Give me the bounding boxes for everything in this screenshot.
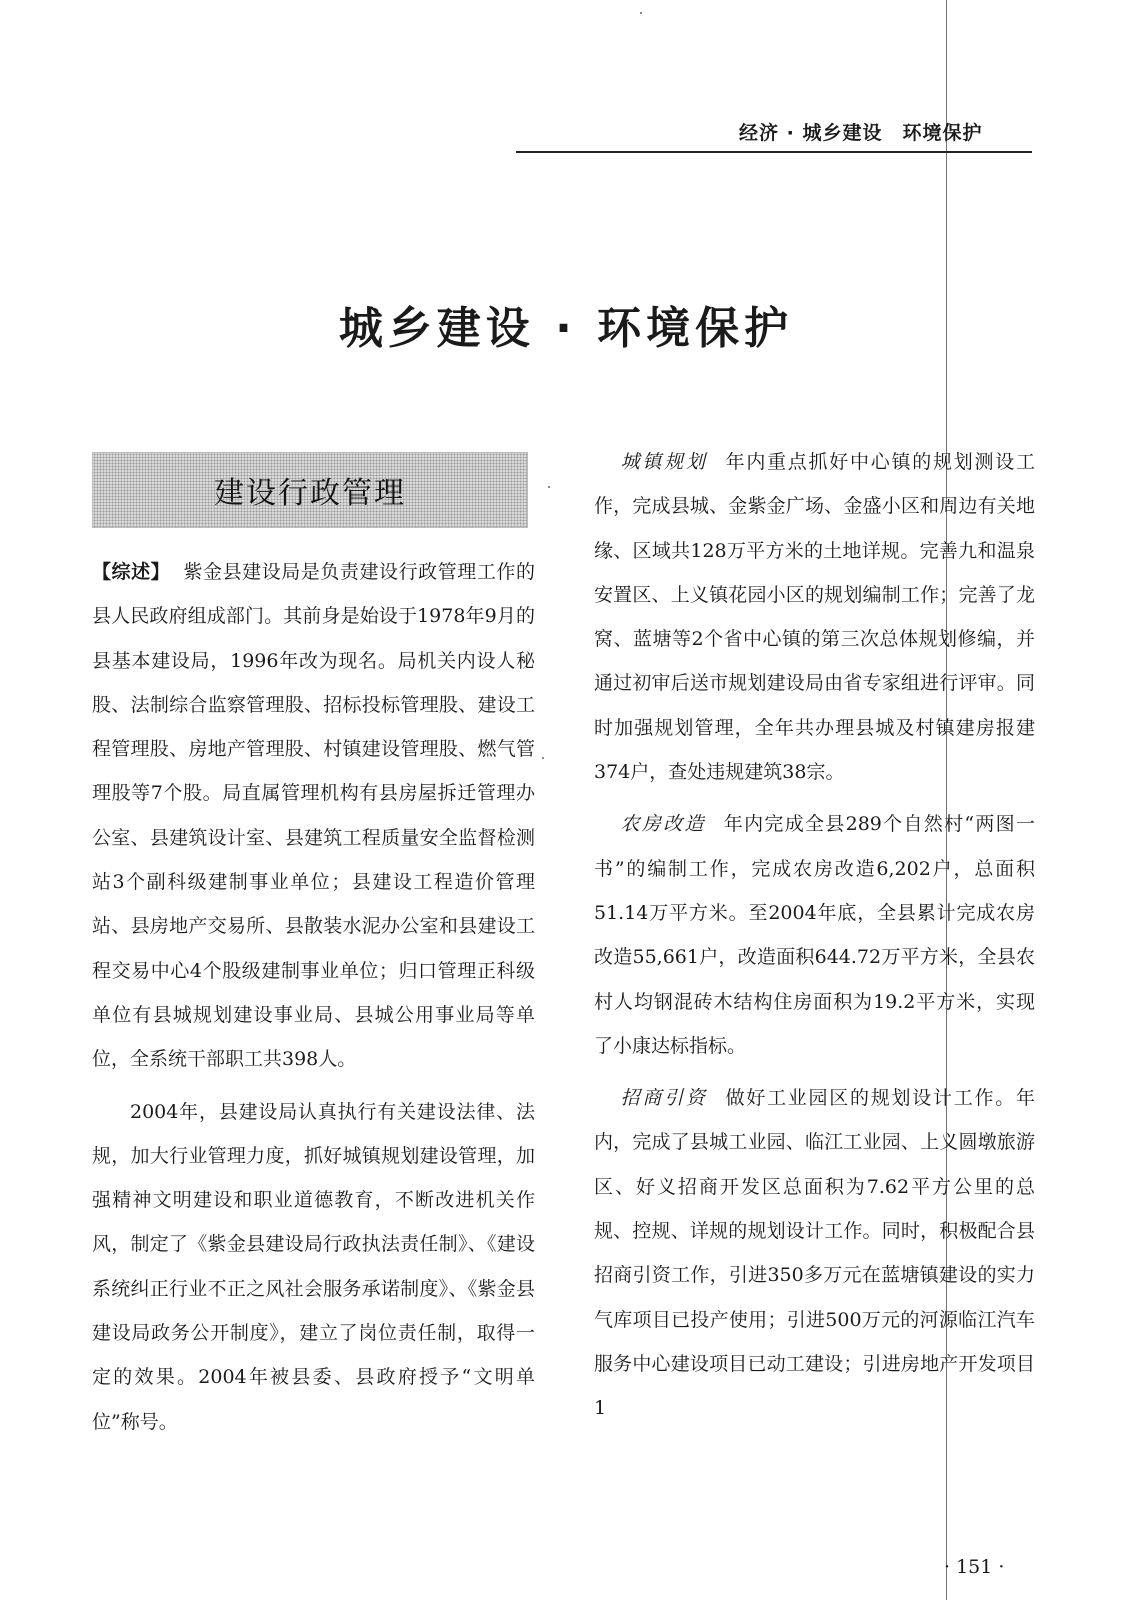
header-rule (516, 151, 1032, 153)
urban-planning-paragraph (594, 440, 1035, 794)
right-column (594, 440, 1035, 1431)
left-column (92, 550, 535, 1444)
urban-planning-title: 城镇规划 (620, 451, 708, 473)
investment-paragraph (594, 1076, 1035, 1430)
rural-housing-text: 年内完成全县289个自然村“两图一书”的编制工作，完成农房改造6,202户，总面积51.14万平方米。至2004年底，全县累计完成农房改造55,661户，改造面积644.72万平方米，全县农村人均钢混砖木结构住房面积为19.2平方米，实现了小康达标指标。 (594, 813, 1035, 1057)
investment-title: 招商引资 (620, 1087, 708, 1110)
page-title: 城乡建设 · 环境保护 (338, 303, 794, 354)
investment-text: 做好工业园区的规划设计工作。年内，完成了县城工业园、临江工业园、上义圆墩旅游区、好义招商开发区总面积为7.62平方公里的总规、控规、详规的规划设计工作。同时，积极配合县招商引资工作，引进350多万元在蓝塘镇建设的实力气库项目已投产使用；引进500万元的河源临江汽车服务中心建设项目已动工建设；引进房地产开发项目1 (594, 1087, 1035, 1420)
overview-paragraph (92, 550, 535, 1082)
scan-speck (640, 12, 642, 14)
section-heading: 建设行政管理 (214, 476, 406, 511)
rural-housing-title: 农房改造 (620, 813, 706, 836)
scan-speck (542, 757, 544, 759)
overview-tag: 【综述】 (92, 561, 171, 583)
page-number: · 151 · (944, 1556, 1005, 1578)
running-head: 经济 · 城乡建设 环境保护 (739, 122, 983, 144)
rural-housing-paragraph (594, 802, 1035, 1068)
scan-speck (548, 486, 550, 488)
overview-text: 紫金县建设局是负责建设行政管理工作的县人民政府组成部门。其前身是始设于1978年9月的县基本建设局，1996年改为现名。局机关内设人秘股、法制综合监察管理股、招标投标管理股、建设工程管理股、房地产管理股、村镇建设管理股、燃气管理股等7个股。局直属管理机构有县房屋拆迁管理办公室、县建筑设计室、县建筑工程质量安全监督检测站3个副科级建制事业单位；县建设工程造价管理站、县房地产交易所、县散装水泥办公室和县建设工程交易中心4个股级建制事业单位；归口管理正科级单位有县城规划建设事业局、县城公用事业局等单位，全系统干部职工共398人。 (92, 561, 535, 1071)
urban-planning-text: 年内重点抓好中心镇的规划测设工作，完成县城、金紫金广场、金盛小区和周边有关地缘、区域共128万平方米的土地详规。完善九和温泉安置区、上义镇花园小区的规划编制工作；完善了龙窝、蓝塘等2个省中心镇的第三次总体规划修编，并通过初审后送市规划建设局由省专家组进行评审。同时加强规划管理，全年共办理县城及村镇建房报建374户，查处违规建筑38宗。 (594, 451, 1035, 784)
section-heading-box (92, 452, 528, 528)
summary-paragraph: 2004年，县建设局认真执行有关建设法律、法规，加大行业管理力度，抓好城镇规划建设管理，加强精神文明建设和职业道德教育，不断改进机关作风，制定了《紫金县建设局行政执法责任制》、《建设系统纠正行业不正之风社会服务承诺制度》、《紫金县建设局政务公开制度》，建立了岗位责任制，取得一定的效果。2004年被县委、县政府授予“文明单位”称号。 (92, 1100, 535, 1433)
